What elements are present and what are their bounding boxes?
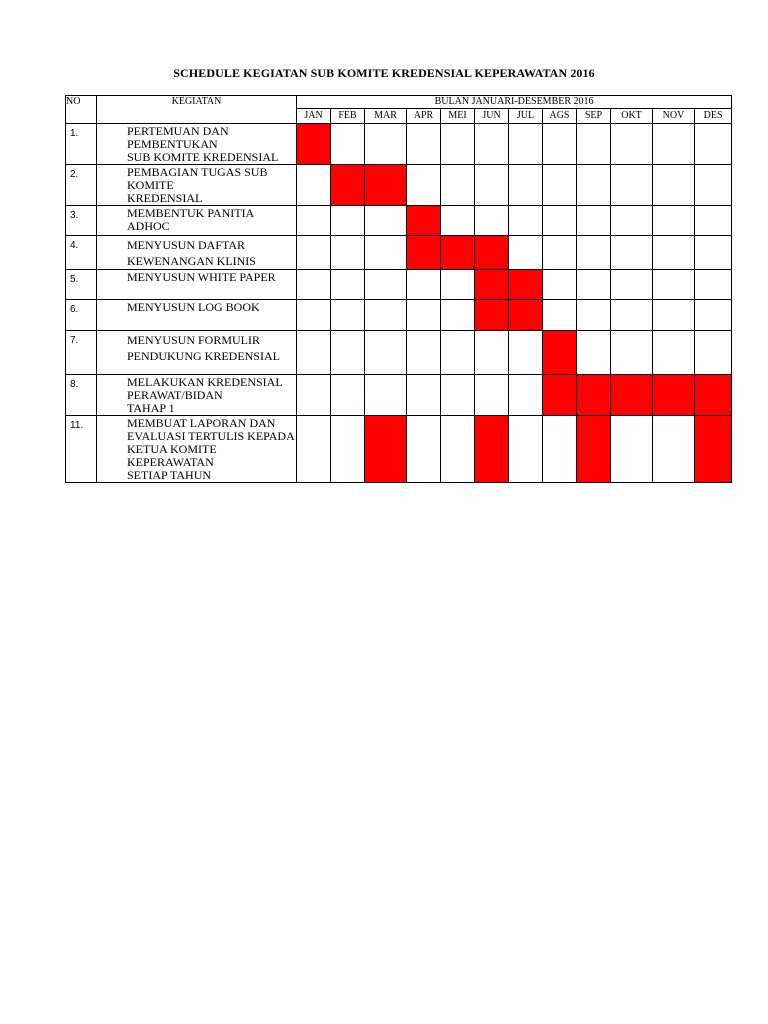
schedule-table — [65, 95, 732, 483]
empty-cell-okt — [611, 165, 653, 206]
empty-cell-sep — [577, 331, 611, 375]
active-cell-mei — [441, 236, 475, 270]
table-row — [66, 300, 732, 331]
empty-cell-jun — [475, 165, 509, 206]
empty-cell-ags — [543, 416, 577, 483]
table-row — [66, 331, 732, 375]
empty-cell-sep — [577, 124, 611, 165]
empty-cell-okt — [611, 300, 653, 331]
empty-cell-ags — [543, 165, 577, 206]
empty-cell-jan — [297, 165, 331, 206]
empty-cell-jul — [509, 124, 543, 165]
active-cell-jun — [475, 416, 509, 483]
month-header-jan: JAN — [297, 109, 331, 124]
activity-line: PERTEMUAN DAN PEMBENTUKAN — [127, 124, 229, 151]
activity-cell — [97, 124, 297, 165]
month-header-des: DES — [695, 109, 732, 124]
empty-cell-okt — [611, 270, 653, 300]
empty-cell-okt — [611, 206, 653, 236]
table-row — [66, 270, 732, 300]
empty-cell-jan — [297, 331, 331, 375]
empty-cell-mei — [441, 300, 475, 331]
empty-cell-mei — [441, 165, 475, 206]
month-header-feb: FEB — [331, 109, 365, 124]
active-cell-sep — [577, 375, 611, 416]
empty-cell-nov — [653, 270, 695, 300]
header-no: NO — [66, 96, 97, 124]
empty-cell-des — [695, 300, 732, 331]
row-number: 1. — [66, 124, 97, 165]
month-header-okt: OKT — [611, 109, 653, 124]
empty-cell-des — [695, 331, 732, 375]
month-header-apr: APR — [407, 109, 441, 124]
empty-cell-nov — [653, 331, 695, 375]
activity-line: PERAWAT/BIDAN — [127, 388, 223, 402]
empty-cell-mei — [441, 124, 475, 165]
empty-cell-jul — [509, 375, 543, 416]
active-cell-apr — [407, 206, 441, 236]
empty-cell-des — [695, 270, 732, 300]
empty-cell-mei — [441, 331, 475, 375]
empty-cell-sep — [577, 206, 611, 236]
empty-cell-nov — [653, 300, 695, 331]
empty-cell-jan — [297, 375, 331, 416]
month-header-mei: MEI — [441, 109, 475, 124]
active-cell-ags — [543, 375, 577, 416]
empty-cell-jan — [297, 300, 331, 331]
row-number: 7. — [66, 331, 97, 375]
activity-line: KREDENSIAL — [127, 191, 203, 205]
empty-cell-apr — [407, 416, 441, 483]
empty-cell-jul — [509, 165, 543, 206]
empty-cell-mar — [365, 300, 407, 331]
empty-cell-nov — [653, 165, 695, 206]
empty-cell-mar — [365, 206, 407, 236]
month-header-jun: JUN — [475, 109, 509, 124]
row-number: 4. — [66, 236, 97, 270]
empty-cell-mei — [441, 206, 475, 236]
empty-cell-ags — [543, 206, 577, 236]
empty-cell-feb — [331, 416, 365, 483]
activity-cell — [97, 331, 297, 375]
empty-cell-mar — [365, 270, 407, 300]
empty-cell-jan — [297, 270, 331, 300]
active-cell-mar — [365, 165, 407, 206]
empty-cell-mei — [441, 375, 475, 416]
empty-cell-jun — [475, 331, 509, 375]
empty-cell-sep — [577, 270, 611, 300]
activity-cell — [97, 416, 297, 483]
empty-cell-apr — [407, 165, 441, 206]
empty-cell-okt — [611, 416, 653, 483]
empty-cell-mar — [365, 124, 407, 165]
activity-line: KETUA KOMITE KEPERAWATAN — [127, 442, 217, 469]
row-number: 6. — [66, 300, 97, 331]
activity-line: MEMBENTUK PANITIA ADHOC — [127, 206, 254, 233]
active-cell-jul — [509, 300, 543, 331]
activity-line: MENYUSUN DAFTAR — [127, 238, 246, 252]
header-kegiatan: KEGIATAN — [97, 96, 297, 124]
activity-line: PEMBAGIAN TUGAS SUB KOMITE — [127, 165, 268, 192]
active-cell-okt — [611, 375, 653, 416]
activity-line: KEWENANGAN KLINIS — [127, 254, 256, 268]
empty-cell-jul — [509, 331, 543, 375]
active-cell-nov — [653, 375, 695, 416]
activity-line: MELAKUKAN KREDENSIAL — [127, 375, 283, 389]
empty-cell-jan — [297, 206, 331, 236]
activity-cell — [97, 300, 297, 331]
empty-cell-apr — [407, 375, 441, 416]
activity-cell — [97, 375, 297, 416]
empty-cell-mar — [365, 375, 407, 416]
empty-cell-jun — [475, 206, 509, 236]
empty-cell-des — [695, 124, 732, 165]
empty-cell-nov — [653, 124, 695, 165]
active-cell-jun — [475, 300, 509, 331]
empty-cell-feb — [331, 270, 365, 300]
active-cell-apr — [407, 236, 441, 270]
empty-cell-jun — [475, 375, 509, 416]
empty-cell-sep — [577, 300, 611, 331]
activity-line: SUB KOMITE KREDENSIAL — [127, 150, 279, 164]
active-cell-des — [695, 375, 732, 416]
schedule-body — [66, 124, 732, 483]
empty-cell-mar — [365, 236, 407, 270]
header-row — [66, 96, 732, 109]
activity-cell — [97, 165, 297, 206]
empty-cell-des — [695, 206, 732, 236]
active-cell-sep — [577, 416, 611, 483]
empty-cell-mei — [441, 416, 475, 483]
empty-cell-feb — [331, 124, 365, 165]
empty-cell-apr — [407, 270, 441, 300]
active-cell-ags — [543, 331, 577, 375]
empty-cell-jul — [509, 236, 543, 270]
activity-line: PENDUKUNG KREDENSIAL — [127, 349, 280, 363]
empty-cell-okt — [611, 331, 653, 375]
activity-cell — [97, 206, 297, 236]
active-cell-jun — [475, 270, 509, 300]
empty-cell-ags — [543, 300, 577, 331]
empty-cell-jul — [509, 206, 543, 236]
row-number: 2. — [66, 165, 97, 206]
active-cell-jun — [475, 236, 509, 270]
activity-line: MENYUSUN LOG BOOK — [127, 300, 260, 314]
table-row — [66, 375, 732, 416]
row-number: 8. — [66, 375, 97, 416]
table-row — [66, 124, 732, 165]
empty-cell-jan — [297, 416, 331, 483]
empty-cell-des — [695, 165, 732, 206]
table-row — [66, 165, 732, 206]
row-number: 3. — [66, 206, 97, 236]
empty-cell-feb — [331, 236, 365, 270]
activity-line: TAHAP 1 — [127, 401, 175, 415]
empty-cell-jan — [297, 236, 331, 270]
month-header-mar: MAR — [365, 109, 407, 124]
empty-cell-okt — [611, 124, 653, 165]
month-header-sep: SEP — [577, 109, 611, 124]
document-title: SCHEDULE KEGIATAN SUB KOMITE KREDENSIAL KEPERAWATAN 2016 — [173, 66, 595, 80]
active-cell-feb — [331, 165, 365, 206]
empty-cell-feb — [331, 300, 365, 331]
active-cell-jan — [297, 124, 331, 165]
empty-cell-ags — [543, 270, 577, 300]
row-number: 5. — [66, 270, 97, 300]
empty-cell-nov — [653, 416, 695, 483]
table-row — [66, 206, 732, 236]
empty-cell-ags — [543, 124, 577, 165]
activity-cell — [97, 270, 297, 300]
empty-cell-sep — [577, 236, 611, 270]
month-header-nov: NOV — [653, 109, 695, 124]
month-header-jul: JUL — [509, 109, 543, 124]
activity-line: MEMBUAT LAPORAN DAN — [127, 416, 276, 430]
empty-cell-okt — [611, 236, 653, 270]
table-row — [66, 236, 732, 270]
empty-cell-mar — [365, 331, 407, 375]
active-cell-jul — [509, 270, 543, 300]
empty-cell-mei — [441, 270, 475, 300]
activity-cell — [97, 236, 297, 270]
header-bulan: BULAN JANUARI-DESEMBER 2016 — [297, 96, 732, 109]
activity-line: MENYUSUN WHITE PAPER — [127, 270, 276, 284]
empty-cell-nov — [653, 206, 695, 236]
empty-cell-apr — [407, 300, 441, 331]
empty-cell-feb — [331, 331, 365, 375]
activity-line: EVALUASI TERTULIS KEPADA — [127, 429, 295, 443]
empty-cell-apr — [407, 331, 441, 375]
row-number: 11. — [66, 416, 97, 483]
empty-cell-feb — [331, 375, 365, 416]
active-cell-mar — [365, 416, 407, 483]
empty-cell-sep — [577, 165, 611, 206]
empty-cell-apr — [407, 124, 441, 165]
activity-line: SETIAP TAHUN — [127, 468, 212, 482]
empty-cell-ags — [543, 236, 577, 270]
empty-cell-nov — [653, 236, 695, 270]
empty-cell-des — [695, 236, 732, 270]
activity-line: MENYUSUN FORMULIR — [127, 333, 261, 347]
month-header-ags: AGS — [543, 109, 577, 124]
active-cell-des — [695, 416, 732, 483]
table-row — [66, 416, 732, 483]
empty-cell-feb — [331, 206, 365, 236]
empty-cell-jul — [509, 416, 543, 483]
empty-cell-jun — [475, 124, 509, 165]
